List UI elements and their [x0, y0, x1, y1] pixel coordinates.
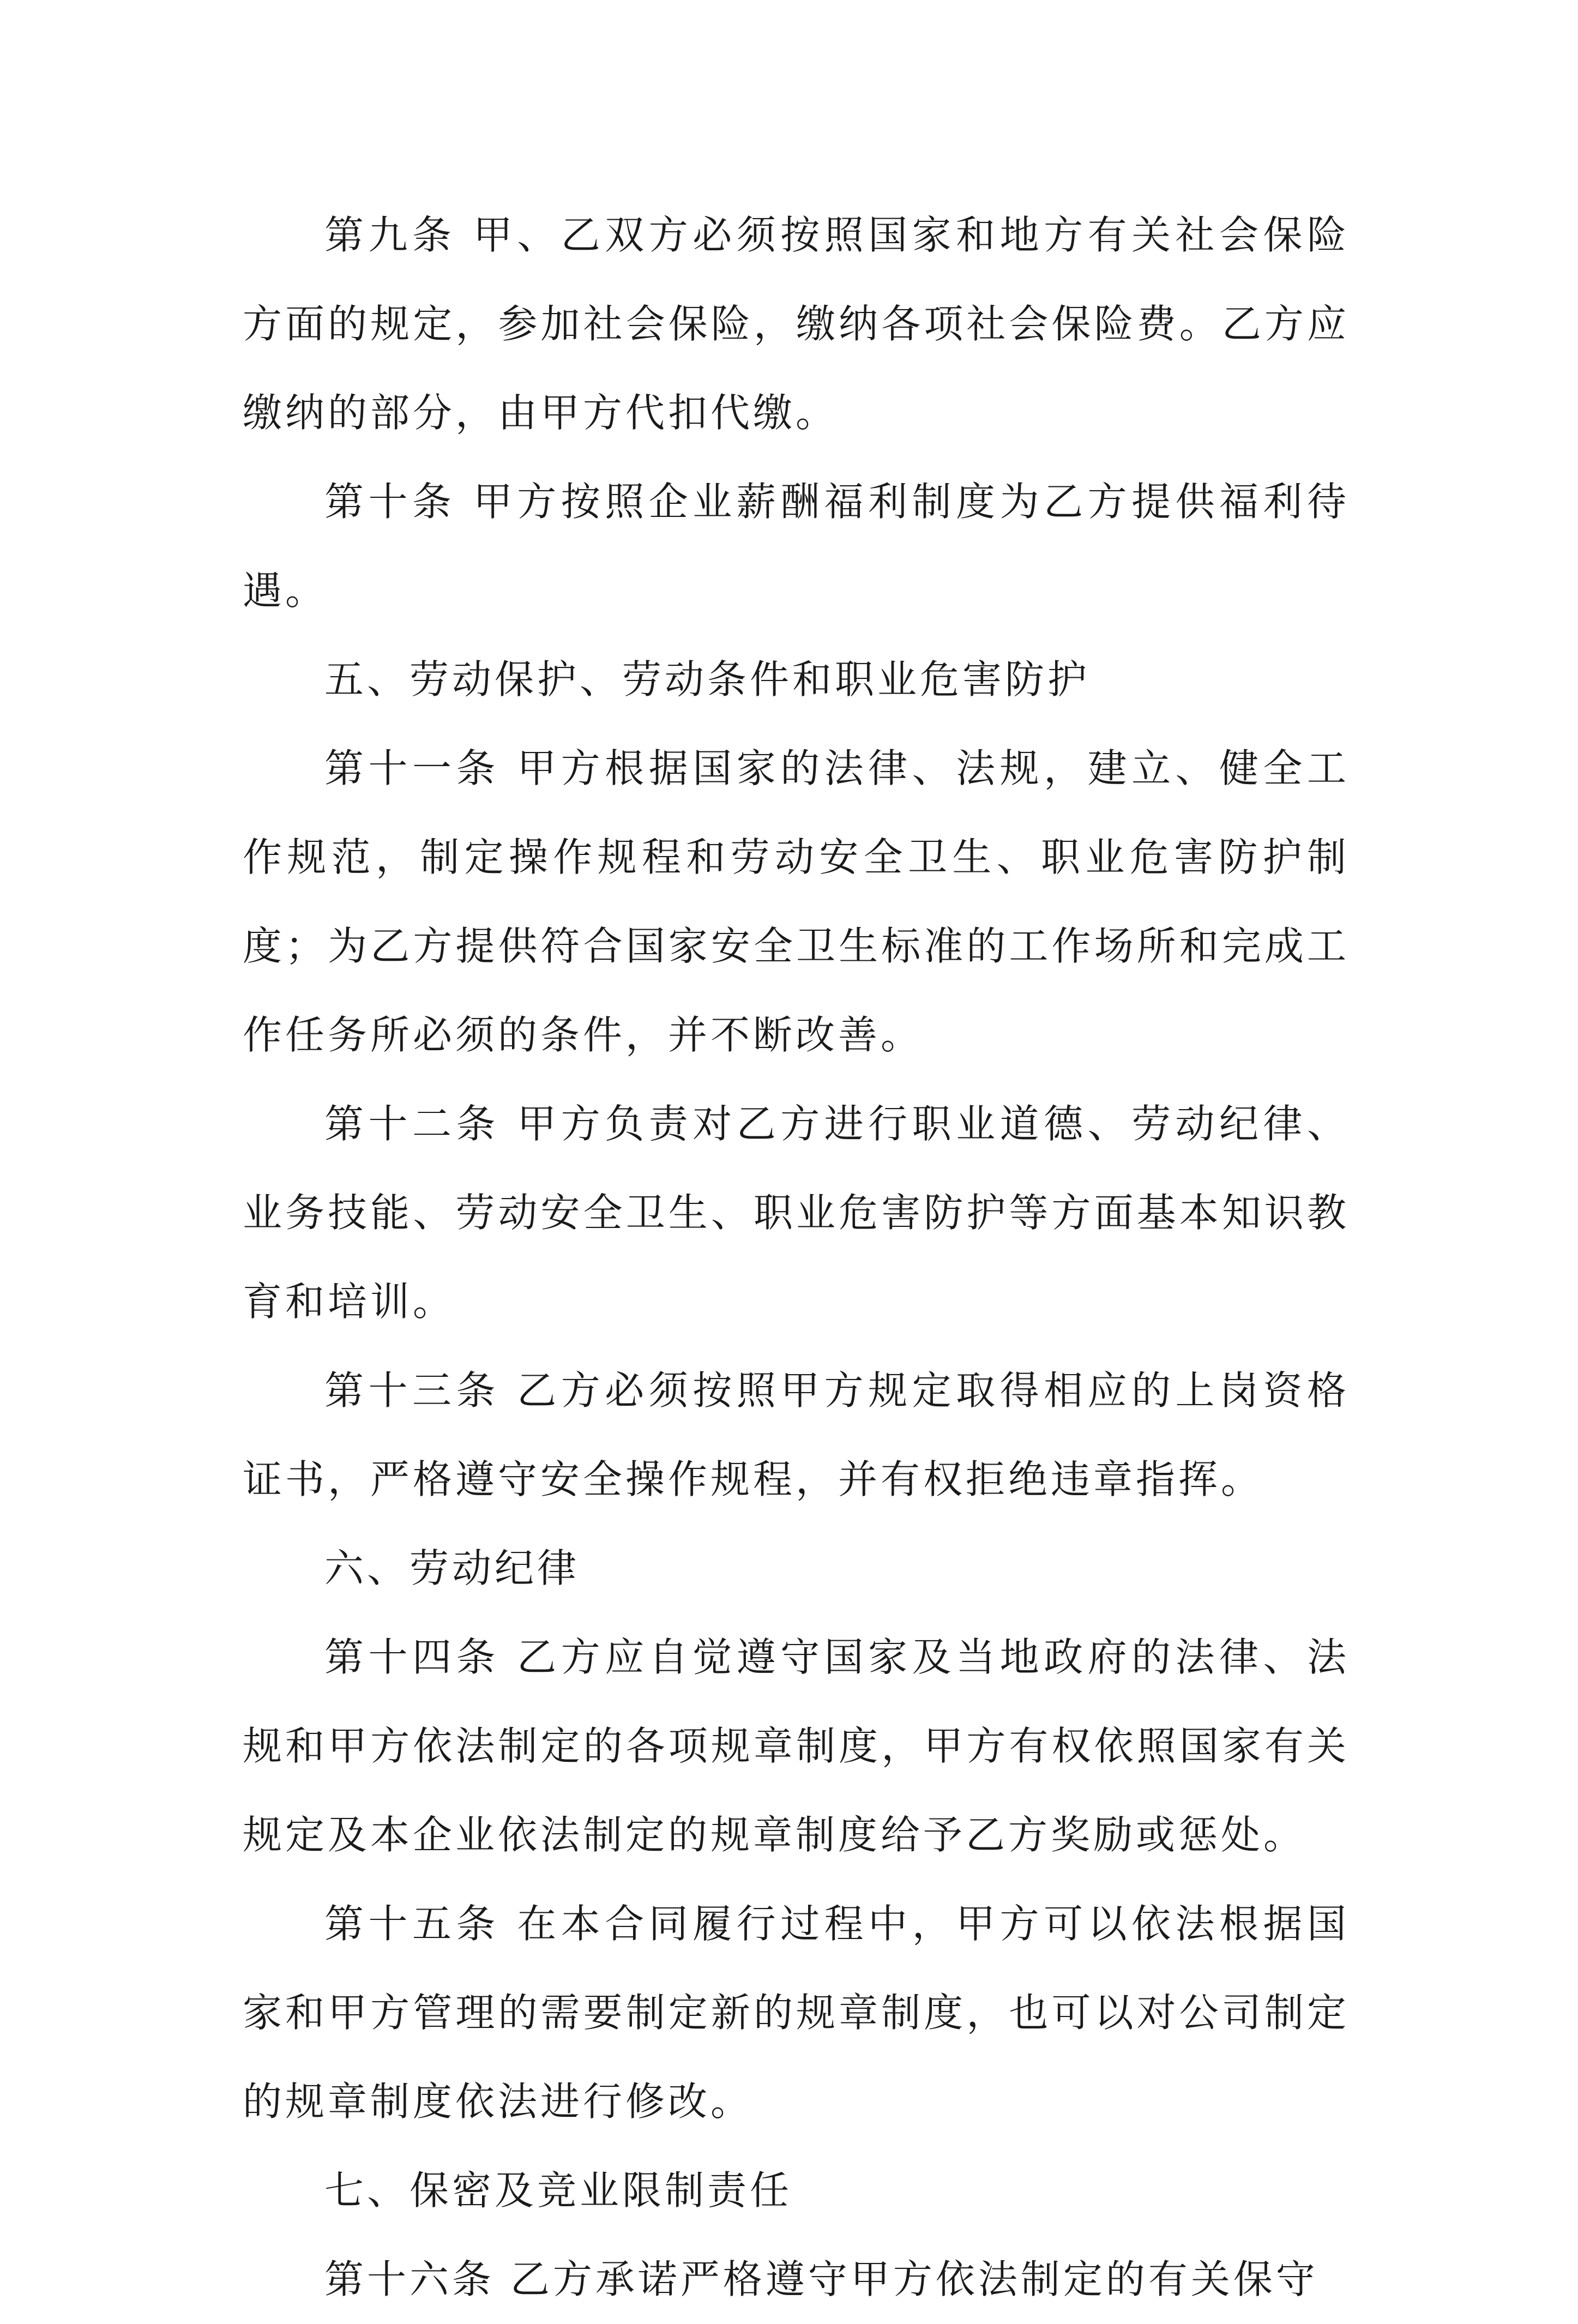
document-body [243, 191, 1350, 2324]
article-16: 第十六条 乙方承诺严格遵守甲方依法制定的有关保守 [324, 2256, 1318, 2302]
section-heading-6: 六、劳动纪律 [324, 1545, 580, 1591]
article-9: 第九条 甲、乙双方必须按照国家和地方有关社会保险方面的规定，参加社会保险，缴纳各项社会保险费。乙方应缴纳的部分，由甲方代扣代缴。 [243, 212, 1350, 436]
section-heading-7: 七、保密及竞业限制责任 [324, 2168, 793, 2213]
article-12: 第十二条 甲方负责对乙方进行职业道德、劳动纪律、业务技能、劳动安全卫生、职业危害防护等方面基本知识教育和培训。 [243, 1101, 1350, 1324]
article-15: 第十五条 在本合同履行过程中，甲方可以依法根据国家和甲方管理的需要制定新的规章制度，也可以对公司制定的规章制度依法进行修改。 [243, 1901, 1350, 2124]
section-heading-5: 五、劳动保护、劳动条件和职业危害防护 [324, 657, 1091, 702]
article-13: 第十三条 乙方必须按照甲方规定取得相应的上岗资格证书，严格遵守安全操作规程，并有权拒绝违章指挥。 [243, 1368, 1350, 1502]
article-10: 第十条 甲方按照企业薪酬福利制度为乙方提供福利待遇。 [243, 479, 1350, 613]
article-11: 第十一条 甲方根据国家的法律、法规，建立、健全工作规范，制定操作规程和劳动安全卫生、职业危害防护制度；为乙方提供符合国家安全卫生标准的工作场所和完成工作任务所必须的条件，并不断改善。 [243, 745, 1350, 1058]
article-14: 第十四条 乙方应自觉遵守国家及当地政府的法律、法规和甲方依法制定的各项规章制度，甲方有权依照国家有关规定及本企业依法制定的规章制度给予乙方奖励或惩处。 [243, 1634, 1350, 1858]
